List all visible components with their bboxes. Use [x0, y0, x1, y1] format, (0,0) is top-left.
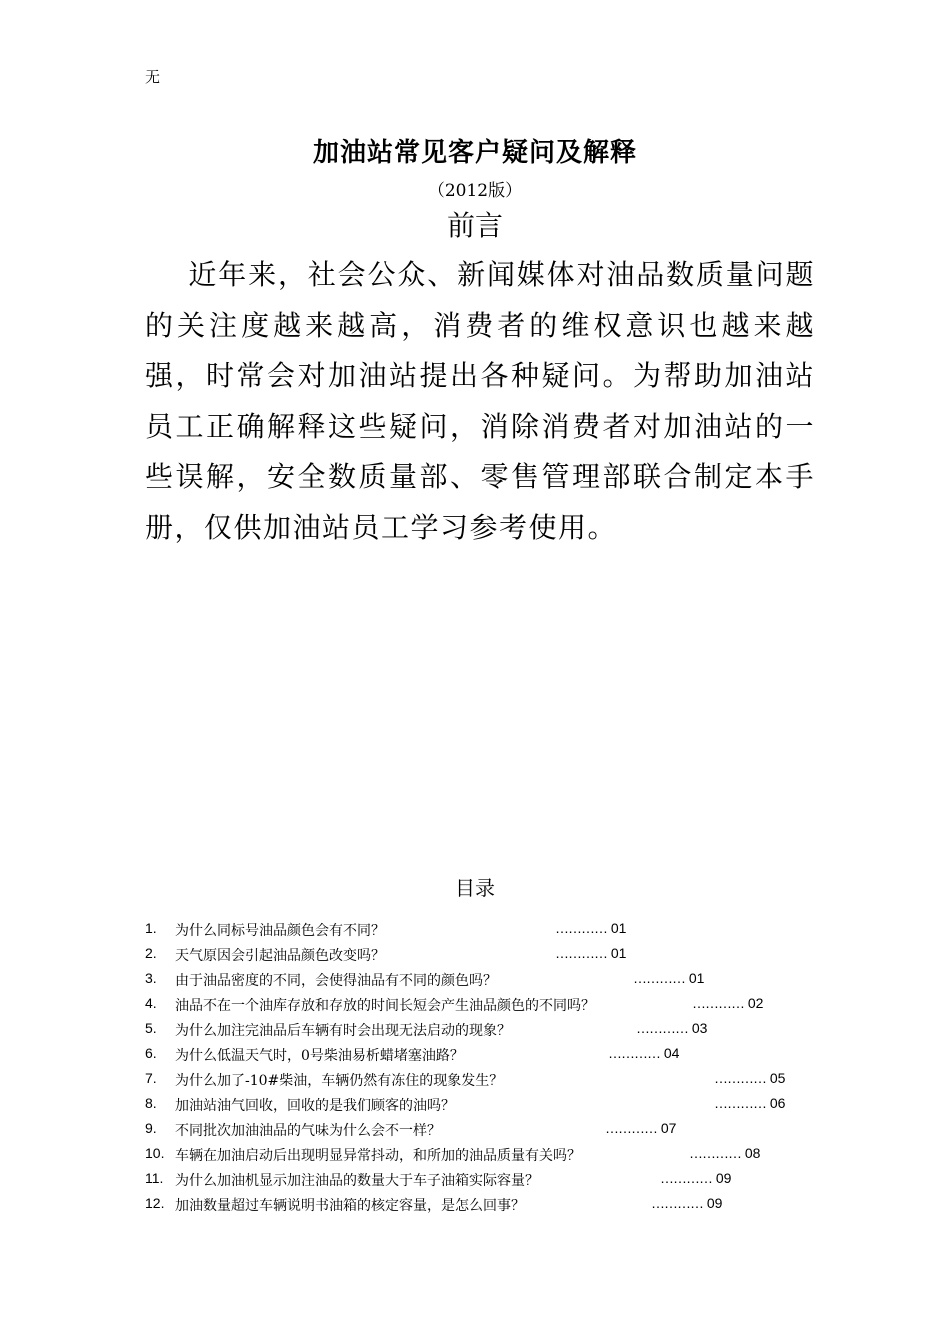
- toc-entry: [0, 1020, 950, 1044]
- toc-entry-number: 10.: [145, 1145, 165, 1161]
- toc-entry-number: 12.: [145, 1195, 165, 1211]
- toc-entry-question: 车辆在加油启动后出现明显异常抖动，和所加的油品质量有关吗？: [175, 1148, 581, 1164]
- toc-entry-question: 天气原因会引起油品颜色改变吗？: [175, 948, 385, 964]
- foreword-heading: 前言: [446, 209, 503, 242]
- toc-entry-page: 02: [747, 995, 764, 1011]
- toc-entry-number: 11.: [145, 1170, 164, 1186]
- toc-leader-dots: …………: [633, 970, 685, 986]
- toc-leader-dots: …………: [605, 1120, 657, 1136]
- toc-entry-number: 1.: [145, 920, 157, 936]
- toc-entry-number: 4.: [145, 995, 157, 1011]
- foreword-paragraph: 近年来，社会公众、新闻媒体对油品数质量问题的关注度越来越高，消费者的维权意识也越来越强，时常会对加油站提出各种疑问。为帮助加油站员工正确解释这些疑问，消除消费者对加油站的一些误解，安全数质量部、零售管理部联合制定本手册，仅供加油站员工学习参考使用。: [145, 258, 815, 544]
- toc-entry-page: 07: [660, 1120, 677, 1136]
- toc-entry: [0, 970, 950, 994]
- toc-entry-page: 01: [610, 920, 627, 936]
- toc-entry-page-ref: [689, 1145, 760, 1161]
- toc-leader-dots: …………: [555, 945, 607, 961]
- toc-entry-question: 为什么同标号油品颜色会有不同？: [175, 923, 385, 939]
- toc-entry-page-ref: [633, 970, 704, 986]
- toc-leader-dots: …………: [555, 920, 607, 936]
- toc-entry-number: 9.: [145, 1120, 157, 1136]
- toc-entry-page-ref: [636, 1020, 707, 1036]
- toc-entry: [0, 1120, 950, 1144]
- toc-leader-dots: …………: [714, 1095, 766, 1111]
- toc-entry-page-ref: [608, 1045, 679, 1061]
- toc-entry-question: 由于油品密度的不同，会使得油品有不同的颜色吗？: [175, 973, 497, 989]
- toc-entry-number: 8.: [145, 1095, 157, 1111]
- toc-entry-question: 为什么加注完油品后车辆有时会出现无法启动的现象？: [175, 1023, 511, 1039]
- toc-entry: [0, 995, 950, 1019]
- toc-entry-page: 04: [663, 1045, 680, 1061]
- toc-leader-dots: …………: [651, 1195, 703, 1211]
- toc-entry-question: 为什么加了-10#柴油，车辆仍然有冻住的现象发生？: [175, 1073, 504, 1089]
- toc-entry-page-ref: [660, 1170, 731, 1186]
- toc-leader-dots: …………: [636, 1020, 688, 1036]
- toc-entry: [0, 945, 950, 969]
- toc-entry-question: 为什么加油机显示加注油品的数量大于车子油箱实际容量？: [175, 1173, 539, 1189]
- toc-entry-page-ref: [692, 995, 763, 1011]
- toc-entry-page: 09: [706, 1195, 723, 1211]
- edition-label: （2012版）: [427, 181, 523, 201]
- toc-entry-page-ref: [714, 1095, 785, 1111]
- toc-entry-question: 油品不在一个油库存放和存放的时间长短会产生油品颜色的不同吗？: [175, 998, 595, 1014]
- toc-entry-question: 不同批次加油油品的气味为什么会不一样？: [175, 1123, 441, 1139]
- toc-entry-page: 01: [688, 970, 705, 986]
- toc-entry-number: 5.: [145, 1020, 157, 1036]
- toc-entry-page: 05: [769, 1070, 786, 1086]
- toc-heading: 目录: [455, 876, 495, 900]
- toc-entry-page-ref: [651, 1195, 722, 1211]
- toc-leader-dots: …………: [608, 1045, 660, 1061]
- toc-entry-page: 01: [610, 945, 627, 961]
- toc-entry-page-ref: [605, 1120, 676, 1136]
- toc-entry-number: 3.: [145, 970, 157, 986]
- toc-leader-dots: …………: [692, 995, 744, 1011]
- header-mark: 无: [145, 68, 161, 86]
- toc-entry-question: 加油数量超过车辆说明书油箱的核定容量，是怎么回事？: [175, 1198, 525, 1214]
- toc-entry-question: 加油站油气回收，回收的是我们顾客的油吗？: [175, 1098, 455, 1114]
- toc-entry: [0, 1195, 950, 1219]
- toc-leader-dots: …………: [660, 1170, 712, 1186]
- toc-entry: [0, 1145, 950, 1169]
- toc-entry-number: 2.: [145, 945, 157, 961]
- toc-entry: [0, 920, 950, 944]
- toc-entry-page: 03: [691, 1020, 708, 1036]
- toc-entry-number: 7.: [145, 1070, 157, 1086]
- toc-entry-page: 08: [744, 1145, 761, 1161]
- toc-leader-dots: …………: [689, 1145, 741, 1161]
- toc-entry: [0, 1070, 950, 1094]
- toc-entry-page-ref: [555, 920, 626, 936]
- toc-leader-dots: …………: [714, 1070, 766, 1086]
- toc-entry: [0, 1045, 950, 1069]
- toc-entry-question: 为什么低温天气时，0号柴油易析蜡堵塞油路？: [175, 1048, 464, 1064]
- toc-entry-page-ref: [714, 1070, 785, 1086]
- toc-entry-number: 6.: [145, 1045, 157, 1061]
- toc-entry-page: 09: [715, 1170, 732, 1186]
- document-title: 加油站常见客户疑问及解释: [312, 138, 637, 168]
- toc-entry: [0, 1095, 950, 1119]
- toc-entry-page-ref: [555, 945, 626, 961]
- toc-entry-page: 06: [769, 1095, 786, 1111]
- toc-entry: [0, 1170, 950, 1194]
